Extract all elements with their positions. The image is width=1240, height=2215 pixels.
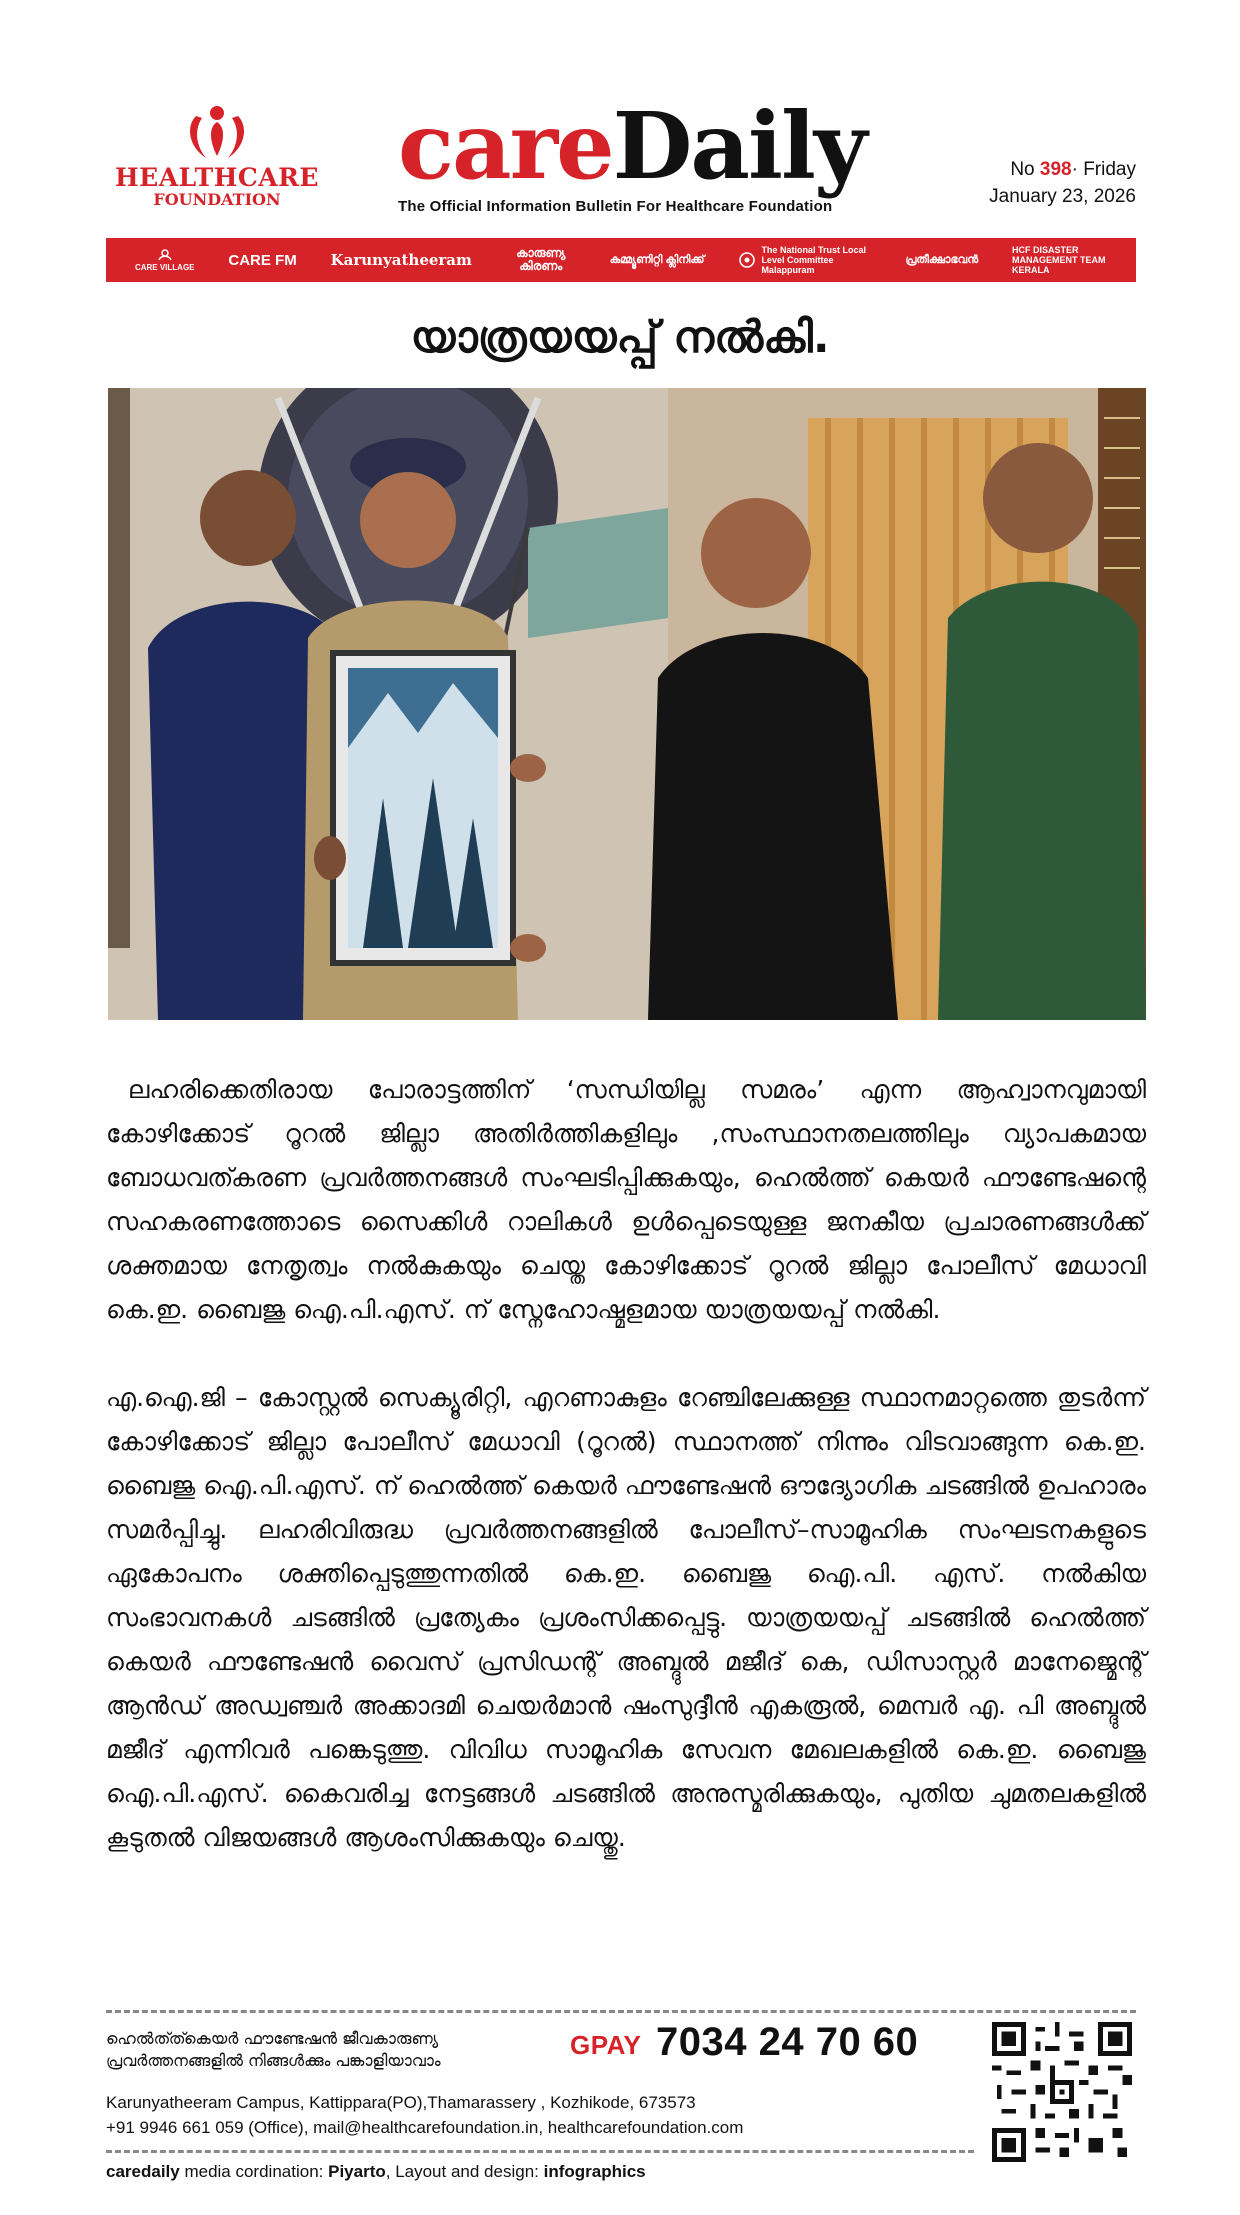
farewell-photo [108,388,1146,1020]
credit-media: Piyarto [328,2162,386,2181]
headline: യാത്രയയപ്പ് നൽകി. [410,312,830,363]
article-paragraph-2: എ.ഐ.ജി – കോസ്റ്റൽ സെക്യൂരിറ്റി, എറണാകുളം റേഞ്ചിലേക്കുള്ള സ്ഥാനമാറ്റത്തെ തുടർന്ന് കോഴിക്കോട് ജില്ലാ പോലീസ് മേധാവി (റൂറൽ) സ്ഥാനത്ത് നിന്നും വിടവാങ്ങുന്ന കെ.ഇ. ബൈജു ഐ.പി.എസ്. ന് ഹെൽത്ത് കെയർ ഫൗണ്ടേഷൻ ഔദ്യോഗിക ചടങ്ങിൽ ഉപഹാരം സമർപ്പിച്ചു. ലഹരിവിരുദ്ധ പ്രവർത്തനങ്ങളിൽ പോലീസ്–സാമൂഹിക സംഘടനകളുടെ ഏകോപനം ശക്തിപ്പെടുത്തുന്നതിൽ കെ.ഇ. ബൈജു ഐ.പി. എസ്. നൽകിയ സംഭാവനകൾ ചടങ്ങിൽ പ്രത്യേകം പ്രശംസിക്കപ്പെട്ടു. യാത്രയയപ്പ് ചടങ്ങിൽ ഹെൽത്ത് കെയർ ഫൗണ്ടേഷൻ വൈസ് പ്രസിഡന്റ് അബ്ദുൽ മജീദ് കെ, ഡിസാസ്റ്റർ മാനേജ്മെന്റ് ആൻഡ് അഡ്വഞ്ചർ അക്കാദമി ചെയർമാൻ ഷംസുദ്ദീൻ എകരൂൽ, മെമ്പർ എ. പി അബ്ദുൽ മജീദ് എന്നിവർ പങ്കെടുത്തു. വിവിധ സാമൂഹിക സേവന മേഖലകളിൽ കെ.ഇ. ബൈജു ഐ.പി.എസ്. കൈവരിച്ച നേട്ടങ്ങൾ ചടങ്ങിൽ അനുസ്മരിക്കുകയും, പുതിയ ചുമതലകളിൽ കൂടുതൽ വിജയങ്ങൾ ആശംസിക്കുകയും ചെയ്തു. [106,1383,1146,1852]
partner-disaster-team: HCF DISASTER MANAGEMENT TEAM KERALA [1012,245,1106,275]
footer-divider-top [106,2010,1136,2013]
partner-karunyatheeram: Karunyatheeram [330,250,472,269]
credit-brand: caredaily [106,2162,180,2181]
donation-appeal [106,2028,536,2072]
title-block [398,92,1038,215]
national-trust-icon [738,251,756,269]
masthead [106,92,1136,226]
tagline: The Official Information Bulletin For Healthcare Foundation [398,198,833,215]
partner-karunya-kiranam: കാരുണ്യ കിരണം [516,246,566,273]
credits-line [106,2160,1006,2184]
appeal-line-2: പ്രവർത്തനങ്ങളിൽ നിങ്ങൾക്കും പങ്കാളിയാവാം [106,2051,441,2070]
issue-number: 398 [1039,159,1072,180]
foundation-emblem-icon [180,104,254,162]
issue-prefix: No [1010,159,1040,180]
partner-care-village: CARE VILLAGE [135,249,195,272]
gpay-phone-number[interactable]: 7034 24 70 60 [656,2020,919,2064]
partner-community-clinic: കമ്മ്യൂണിറ്റി ക്ലിനിക്ക് [609,253,705,266]
care-village-icon [157,249,173,261]
credit-design-label: , Layout and design: [385,2162,544,2181]
title-care: care [398,92,613,200]
issue-line [966,156,1136,183]
contact-address [106,2090,966,2140]
issue-info [966,156,1136,210]
partner-national-trust: The National Trust Local Level Committee Malappuram [738,245,871,275]
credit-media-label: media cordination: [179,2162,329,2181]
issue-day: · Friday [1071,159,1136,180]
partner-care-fm: CARE FM [228,251,297,269]
appeal-line-1: ഹെൽത്ത്കെയർ ഫൗണ്ടേഷൻ ജീവകാരുണ്യ [106,2029,439,2048]
org-name: HEALTHCARE [115,163,319,192]
article-paragraph-1: ലഹരിക്കെതിരായ പോരാട്ടത്തിന് ‘സന്ധിയില്ല സമരം’ എന്ന ആഹ്വാനവുമായി കോഴിക്കോട് റൂറൽ ജില്ലാ അതിർത്തികളിലും ,സംസ്ഥാനതലത്തിലും വ്യാപകമായ ബോധവത്കരണ പ്രവർത്തനങ്ങൾ സംഘടിപ്പിക്കുകയും, ഹെൽത്ത് കെയർ ഫൗണ്ടേഷന്റെ സഹകരണത്തോടെ സൈക്കിൾ റാലികൾ ഉൾപ്പെടെയുള്ള ജനകീയ പ്രചാരണങ്ങൾക്ക് ശക്തമായ നേതൃത്വം നൽകുകയും ചെയ്ത കോഴിക്കോട് റൂറൽ ജില്ലാ പോലീസ് മേധാവി കെ.ഇ. ബൈജു ഐ.പി.എസ്. ന് സ്നേഹോഷ്മളമായ യാത്രയയപ്പ് നൽകി. [106,1075,1146,1324]
newspaper-title [398,92,1038,200]
org-subname: FOUNDATION [153,190,281,209]
farewell-photo-illustration [108,388,1146,1020]
address-line-2: +91 9946 661 059 (Office), mail@healthcarefoundation.in, healthcarefoundation.com [106,2118,744,2137]
article-body [106,1068,1146,1860]
gpay-label: GPAY [570,2030,642,2060]
footer-divider-bottom [106,2150,974,2153]
healthcare-foundation-logo [106,104,328,208]
partner-pratheeksha-bhavan: പ്രതീക്ഷാഭവൻ [905,253,979,266]
qr-code-icon[interactable] [992,2022,1132,2162]
title-daily: Daily [612,92,866,200]
issue-date: January 23, 2026 [989,186,1136,207]
credit-design: infographics [543,2162,646,2181]
address-line-1: Karunyatheeram Campus, Kattippara(PO),Thamarassery , Kozhikode, 673573 [106,2093,696,2112]
partner-strip [106,238,1136,282]
